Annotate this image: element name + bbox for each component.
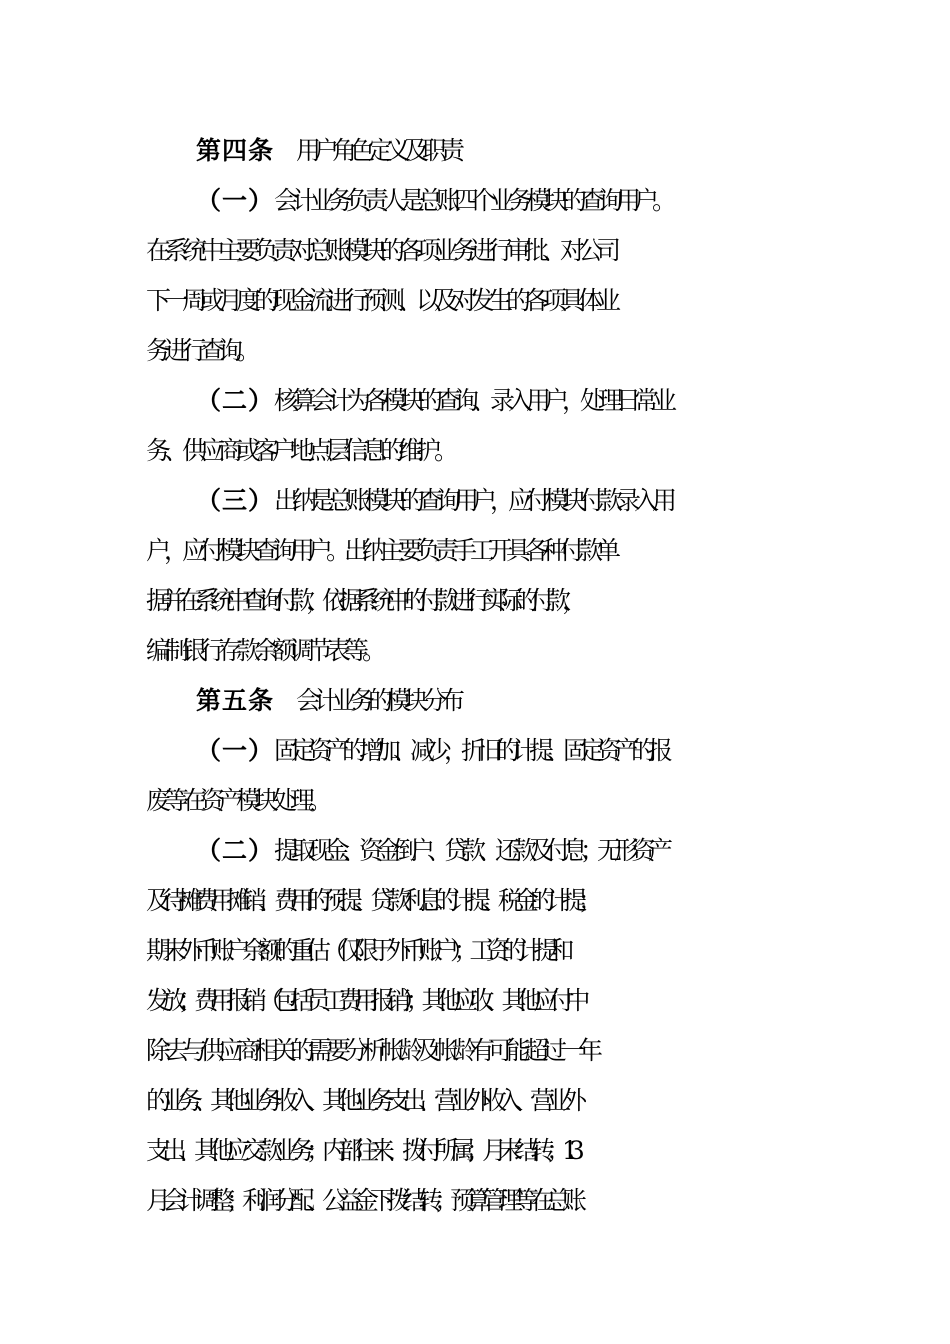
paragraph-text: 核算会计为各模块的查询、录入用户，处理日常业 (274, 386, 671, 415)
article5-item2-line3 (0, 934, 950, 968)
paragraph-text: 月会计调整；利润分配、公益金下拨结转；预算管理等在总账 (146, 1186, 579, 1215)
article5-item2-line8 (0, 1184, 950, 1218)
paragraph-text: 户，应付模块查询用户。出纳主要负责手工开具各种付款单 (146, 536, 615, 565)
paragraph-text: 据并在系统中查询付款，依据系统中的付款进行实际的付款， (146, 586, 579, 615)
article5-heading: 第五条 (196, 686, 275, 715)
paragraph-text: 务进行查询。 (146, 336, 255, 365)
article4-item1-marker: （一） (196, 186, 275, 215)
article4-item2-line1 (0, 384, 950, 418)
article4-item1-line4 (0, 334, 950, 368)
article5-item1-line2 (0, 784, 950, 818)
paragraph-text: 会计业务负责人是总账四个业务模块的查询用户。 (274, 186, 671, 215)
article4-item3-line4 (0, 634, 950, 668)
paragraph-text: 在系统中主要负责对总账模块的各项业务进行审批、对公司 (146, 236, 615, 265)
article5-item2-marker: （二） (196, 836, 275, 865)
article4-item1-line2 (0, 234, 950, 268)
article5-item2-line4 (0, 984, 950, 1018)
article5-title: 会计业务的模块分布 (296, 686, 459, 715)
paragraph-text: 支出、其他应交款业务；内部往来、拨付所属；月末结转；13 (146, 1136, 576, 1165)
article4-item3-line2 (0, 534, 950, 568)
paragraph-text: 期末外币账户余额的重估（仅限于外币账户）；工资的计提和 (146, 936, 566, 965)
paragraph-text: 及待摊费用摊销、费用的预提、贷款利息的计提、税金的计提； (146, 886, 595, 915)
paragraph-text: 废等在资产模块处理。 (146, 786, 327, 815)
article5-item2-line1 (0, 834, 950, 868)
article5-heading-line (0, 684, 950, 718)
paragraph-text: 编制银行存款余额调节表等。 (146, 636, 381, 665)
article4-item2-marker: （二） (196, 386, 275, 415)
article5-item2-line2 (0, 884, 950, 918)
article4-heading: 第四条 (196, 136, 275, 165)
article5-item1-line1 (0, 734, 950, 768)
paragraph-text: 除去与供应商相关的需要分析帐龄及帐龄有可能超过一年 (146, 1036, 597, 1065)
article4-item2-line2 (0, 434, 950, 468)
article4-item1-line1 (0, 184, 950, 218)
paragraph-text: 提取现金、资金倒户、贷款、还款及付息；无形资产 (274, 836, 666, 865)
paragraph-text: 发放；费用报销（包括员工费用报销）；其他应收、其他应付中 (146, 986, 582, 1015)
article5-item2-line7 (0, 1134, 950, 1168)
paragraph-text: 下一周或月度的现金流进行预测、以及对发生的各项具体业 (146, 286, 615, 315)
article4-item1-line3 (0, 284, 950, 318)
article5-item1-marker: （一） (196, 736, 275, 765)
article4-item3-line3 (0, 584, 950, 618)
paragraph-text: 务、供应商或客户地点层信息的维护。 (146, 436, 453, 465)
article4-heading-line (0, 134, 950, 168)
article5-item2-line6 (0, 1084, 950, 1118)
paragraph-text: 固定资产的增加、减少，折旧的计提、固定资产的报 (274, 736, 666, 765)
article5-item2-line5 (0, 1034, 950, 1068)
article4-item3-line1 (0, 484, 950, 518)
article4-item3-marker: （三） (196, 486, 275, 515)
article4-title: 用户角色定义及职责 (296, 136, 459, 165)
paragraph-text: 的业务、其他业务收入、其他业务支出、营业外收入、营业外 (146, 1086, 579, 1115)
paragraph-text: 出纳是总账模块的查询用户，应付模块付款录入用 (274, 486, 671, 515)
